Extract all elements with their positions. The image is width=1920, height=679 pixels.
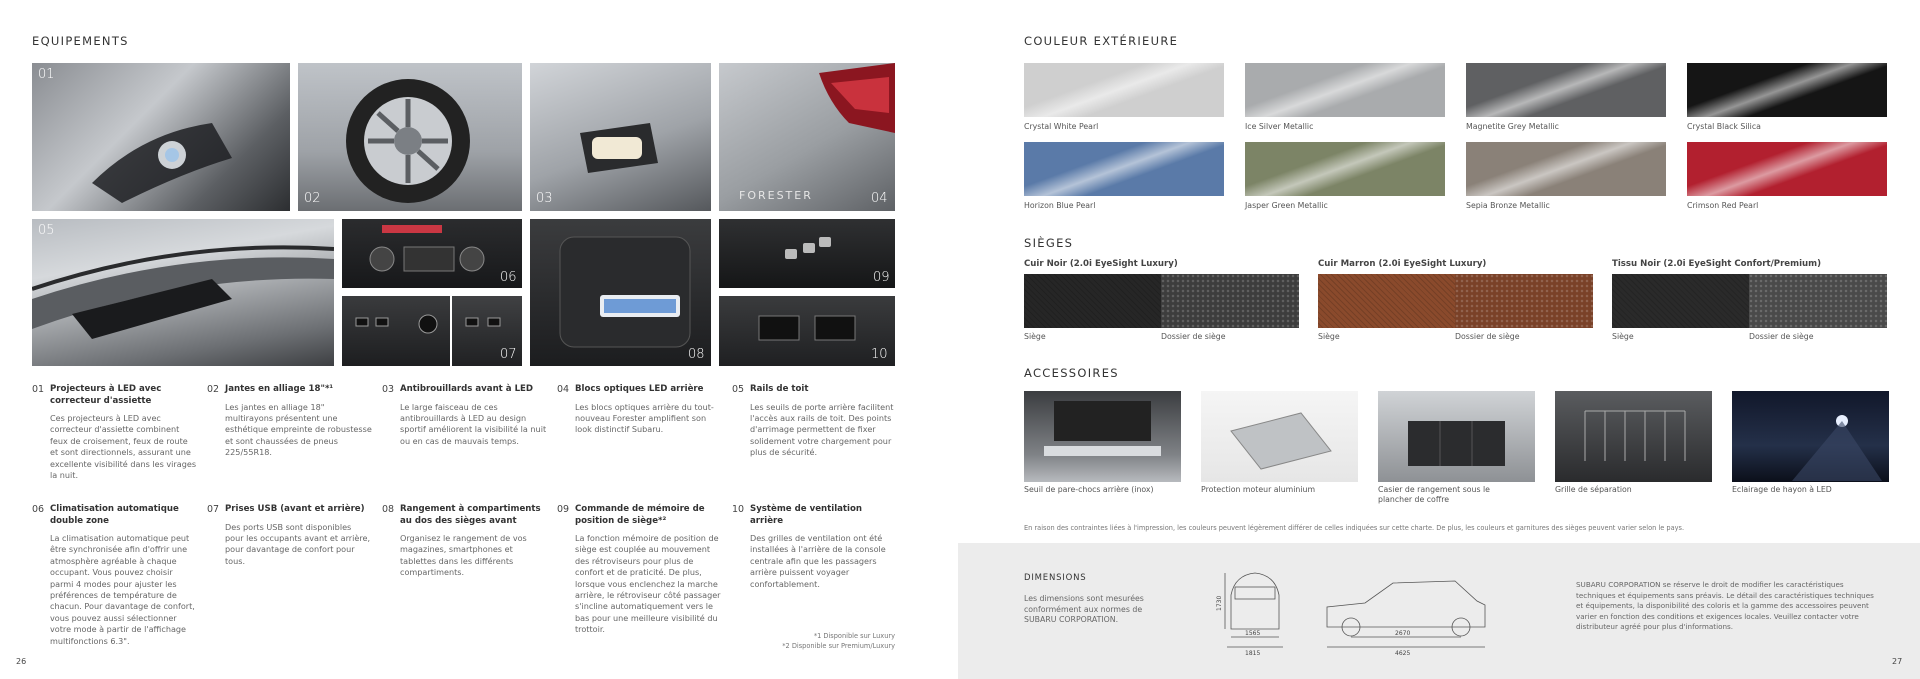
colour-swatch bbox=[1024, 142, 1224, 196]
photo-number: 10 bbox=[871, 347, 888, 362]
accessory-name: Protection moteur aluminium bbox=[1201, 485, 1316, 494]
seatback-swatch bbox=[1749, 274, 1887, 328]
colour-name: Magnetite Grey Metallic bbox=[1466, 122, 1559, 131]
accessory-tailgate-light-photo bbox=[1732, 391, 1889, 482]
photo-seatback-storage bbox=[530, 219, 711, 366]
feature-item: 04 Blocs optiques LED arrière Les blocs optiques arrière du tout-nouveau Forester amplifient son look distinctif Subaru. bbox=[557, 384, 714, 435]
dimensions-title: DIMENSIONS bbox=[1024, 573, 1087, 583]
photo-number: 05 bbox=[38, 223, 55, 238]
photo-alloy-wheel bbox=[298, 63, 522, 211]
colour-swatch bbox=[1687, 63, 1887, 117]
feature-item: 08 Rangement à compartiments au dos des sièges avant Organisez le rangement de vos magazines, smartphones et tablettes dans les différents compartiments. bbox=[382, 504, 541, 578]
svg-text:FORESTER: FORESTER bbox=[739, 189, 813, 202]
photo-number: 03 bbox=[536, 191, 553, 206]
equipements-title: EQUIPEMENTS bbox=[32, 34, 129, 48]
accessory-name: Grille de séparation bbox=[1555, 485, 1632, 494]
footnote-1: *1 Disponible sur Luxury bbox=[813, 632, 895, 640]
page-number-left: 26 bbox=[16, 657, 27, 666]
feature-item: 02 Jantes en alliage 18"*¹ Les jantes en alliage 18" multirayons présentent une esthétique empreinte de robustesse et sont chaussées de pneus 225/55R18. bbox=[207, 384, 372, 458]
dimensions-text: Les dimensions sont mesurées conformément aux normes de SUBARU CORPORATION. bbox=[1024, 594, 1144, 624]
photo-number: 09 bbox=[873, 270, 890, 285]
photo-number: 06 bbox=[500, 270, 517, 285]
colour-swatch bbox=[1245, 63, 1445, 117]
photo-rear-light bbox=[719, 63, 895, 211]
accessory-floor-storage-photo bbox=[1378, 391, 1535, 482]
seatback-label: Dossier de siège bbox=[1161, 332, 1226, 341]
colour-name: Horizon Blue Pearl bbox=[1024, 201, 1096, 210]
colour-name: Ice Silver Metallic bbox=[1245, 122, 1314, 131]
photo-number: 08 bbox=[688, 347, 705, 362]
accessory-name: Seuil de pare-chocs arrière (inox) bbox=[1024, 485, 1154, 494]
colour-name: Crystal Black Silica bbox=[1687, 122, 1761, 131]
seat-label: Siège bbox=[1024, 332, 1046, 341]
seat-option-title: Cuir Noir (2.0i EyeSight Luxury) bbox=[1024, 259, 1178, 269]
feature-item: 03 Antibrouillards avant à LED Le large faisceau de ces antibrouillards à LED au design sportif améliorent la visibilité la nuit ou en cas de mauvais temps. bbox=[382, 384, 547, 446]
accessory-partition-grille-photo bbox=[1555, 391, 1712, 482]
colour-swatch bbox=[1466, 63, 1666, 117]
dim-width: 1815 bbox=[1245, 650, 1261, 657]
photo-roof-rails bbox=[32, 219, 334, 366]
photo-number: 04 bbox=[871, 191, 888, 206]
photo-number: 07 bbox=[500, 347, 517, 362]
feature-item: 01 Projecteurs à LED avec correcteur d'assiette Ces projecteurs à LED avec correcteur d'assiette combinent feux de croisement, feux de route et sont directionnels, assurant une excellente visibilité dans les virages la nuit. bbox=[32, 384, 197, 481]
colour-title: COULEUR EXTÉRIEURE bbox=[1024, 34, 1179, 48]
colour-swatch bbox=[1245, 142, 1445, 196]
colour-name: Jasper Green Metallic bbox=[1245, 201, 1328, 210]
colour-swatch bbox=[1687, 142, 1887, 196]
seat-option-title: Tissu Noir (2.0i EyeSight Confort/Premium) bbox=[1612, 259, 1822, 269]
accessory-bumper-sill-photo bbox=[1024, 391, 1181, 482]
seat-label: Siège bbox=[1318, 332, 1340, 341]
dim-track: 1565 bbox=[1245, 630, 1261, 637]
colour-swatch bbox=[1024, 63, 1224, 117]
photo-number: 02 bbox=[304, 191, 321, 206]
photo-usb-front bbox=[342, 296, 450, 366]
page-number-right: 27 bbox=[1892, 657, 1903, 666]
seat-label: Siège bbox=[1612, 332, 1634, 341]
feature-item: 09 Commande de mémoire de position de siège*² La fonction mémoire de position de siège est couplée au mouvement des rétroviseurs pour plus de confort et de praticité. De plus, lorsque vous enclenchez la marche arrière, le rétroviseur côté passager s'incline automatiquement vers le bas pour une meilleure visibilité du trottoir. bbox=[557, 504, 721, 635]
feature-item: 07 Prises USB (avant et arrière) Des ports USB sont disponibles pour les occupants avant et arrière, pour davantage de confort pour tous. bbox=[207, 504, 371, 566]
photo-fog-light bbox=[530, 63, 711, 211]
colour-name: Sepia Bronze Metallic bbox=[1466, 201, 1550, 210]
accessories-title: ACCESSOIRES bbox=[1024, 366, 1119, 380]
seat-option-title: Cuir Marron (2.0i EyeSight Luxury) bbox=[1318, 259, 1487, 269]
seatback-label: Dossier de siège bbox=[1455, 332, 1520, 341]
feature-item: 10 Système de ventilation arrière Des grilles de ventilation ont été installées à l'arrière de la console centrale afin que les passagers arrière puissent voyager confortablement. bbox=[732, 504, 886, 589]
dim-wheelbase: 2670 bbox=[1395, 630, 1411, 637]
feature-item: 05 Rails de toit Les seuils de porte arrière facilitent l'accès aux rails de toit. Des points d'arrimage permettent de fixer solidement votre chargement pour plus de sécurité. bbox=[732, 384, 894, 458]
photo-led-headlight bbox=[32, 63, 290, 211]
seatback-swatch bbox=[1161, 274, 1299, 328]
photo-number: 01 bbox=[38, 67, 55, 82]
seat-swatch bbox=[1612, 274, 1749, 328]
photo-seat-memory bbox=[719, 219, 895, 288]
dim-height: 1730 bbox=[1216, 595, 1223, 611]
footnote-2: *2 Disponible sur Premium/Luxury bbox=[782, 642, 895, 650]
feature-item: 06 Climatisation automatique double zone La climatisation automatique peut être synchronisée afin d'offrir une atmosphère agréable à chaque occupant. Vous pouvez choisir parmi 4 modes pour ajuster les préférences de température de chacun. Pour davantage de confort, vous pouvez aussi sélectionner votre mode à partir de l'affichage multifonctions 6.3". bbox=[32, 504, 195, 646]
colour-name: Crystal White Pearl bbox=[1024, 122, 1099, 131]
seat-swatch bbox=[1024, 274, 1161, 328]
colour-name: Crimson Red Pearl bbox=[1687, 201, 1759, 210]
seat-swatch bbox=[1318, 274, 1455, 328]
print-disclaimer: En raison des contraintes liées à l'impression, les couleurs peuvent légèrement différer de celles indiquées sur cette charte. De plus, les couleurs et garnitures des sièges peuvent varier selon le pays. bbox=[1024, 524, 1685, 532]
subaru-note: SUBARU CORPORATION se réserve le droit de modifier les caractéristiques techniques et équipements sans préavis. Le détail des caractéristiques techniques et équipements, la disponibilité des coloris et la gamme des accessoires peuvent varier en fonction des conditions et exigences locales. Veuillez contacter votre distributeur agréé pour plus d'informations. bbox=[1576, 580, 1874, 631]
accessory-name: Casier de rangement sous le plancher de coffre bbox=[1378, 485, 1490, 504]
photo-usb-rear bbox=[452, 296, 522, 366]
photo-rear-vents bbox=[719, 296, 895, 366]
seatback-swatch bbox=[1455, 274, 1593, 328]
accessory-engine-protection-photo bbox=[1201, 391, 1358, 482]
seats-title: SIÈGES bbox=[1024, 236, 1074, 250]
car-dimensions-diagram bbox=[1215, 565, 1505, 657]
accessory-name: Eclairage de hayon à LED bbox=[1732, 485, 1832, 494]
seatback-label: Dossier de siège bbox=[1749, 332, 1814, 341]
colour-swatch bbox=[1466, 142, 1666, 196]
dim-length: 4625 bbox=[1395, 650, 1411, 657]
photo-climate-control bbox=[342, 219, 522, 288]
